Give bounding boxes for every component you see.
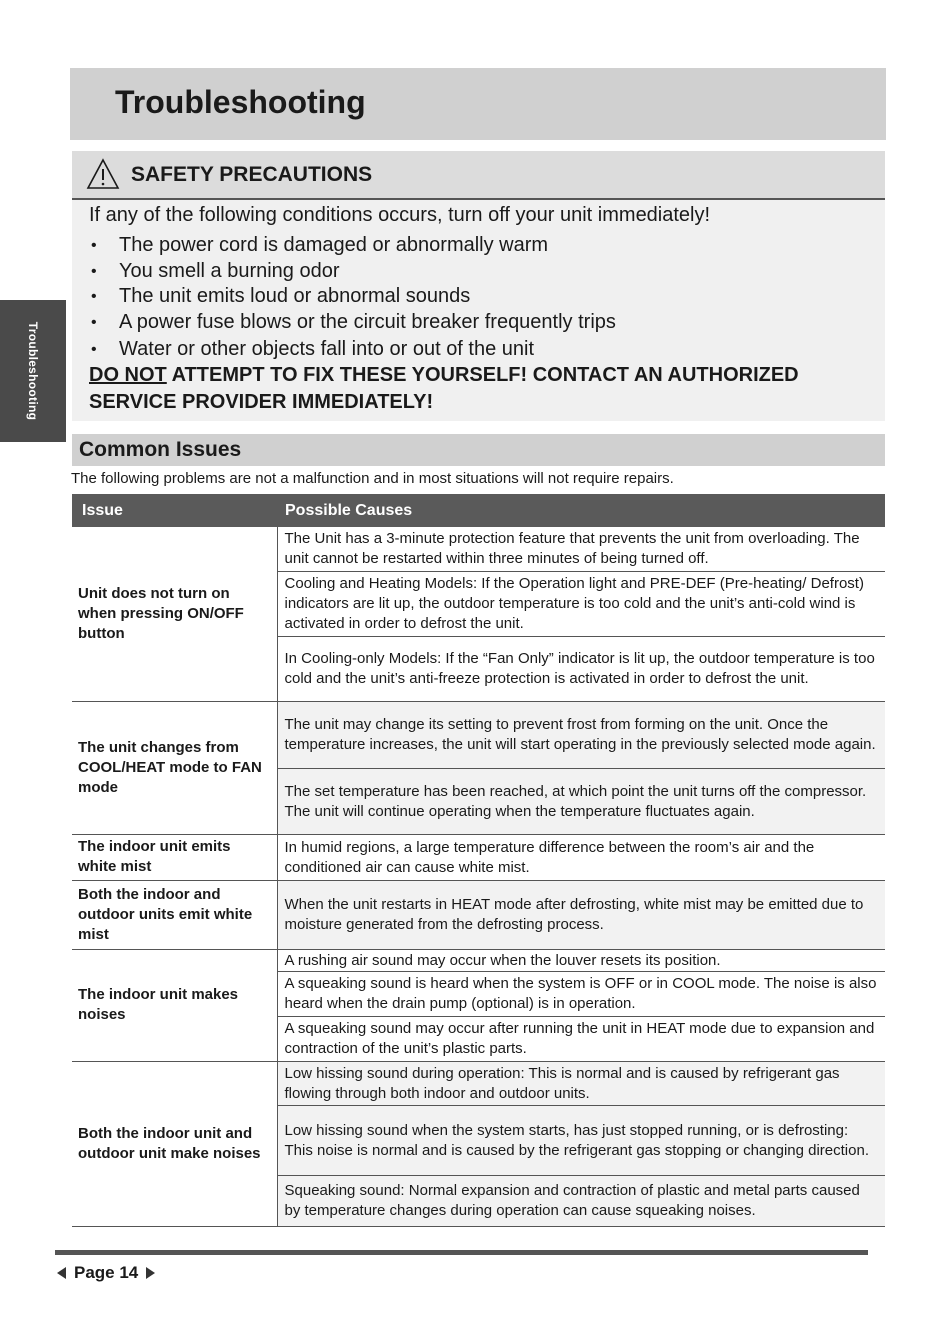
common-issues-intro: The following problems are not a malfunction and in most situations will not require repairs. (71, 470, 674, 487)
cause-cell: Low hissing sound during operation: This is normal and is caused by refrigerant gas flowing through both indoor and outdoor units. (277, 1061, 885, 1105)
cause-cell: In Cooling-only Models: If the “Fan Only” indicator is lit up, the outdoor temperature is too cold and the unit’s anti-freeze protection is activated in order to defrost the unit. (277, 636, 885, 701)
issues-table (72, 494, 885, 1227)
safety-warning (89, 362, 879, 416)
cause-cell: Squeaking sound: Normal expansion and contraction of plastic and metal parts caused by temperature changes during operation can cause squeaking noises. (277, 1175, 885, 1226)
safety-header (72, 151, 885, 200)
side-tab-label: Troubleshooting (26, 321, 40, 421)
list-item: • The power cord is damaged or abnormally warm (89, 233, 616, 259)
safety-heading: SAFETY PRECAUTIONS (131, 163, 373, 186)
cause-cell: When the unit restarts in HEAT mode after defrosting, white mist may be emitted due to moisture generated from the defrosting process. (277, 880, 885, 949)
page-title: Troubleshooting (115, 84, 366, 120)
safety-intro: If any of the following conditions occurs, turn off your unit immediately! (89, 204, 711, 226)
cause-cell: The unit may change its setting to prevent frost from forming on the unit. Once the temperature increases, the unit will start operating in the previously selected mode again. (277, 701, 885, 768)
cause-cell: In humid regions, a large temperature difference between the room’s air and the conditioned air can cause white mist. (277, 834, 885, 880)
cause-cell: The Unit has a 3-minute protection feature that prevents the unit from overloading. The unit cannot be restarted within three minutes of being turned off. (277, 527, 885, 571)
page-navigation (57, 1263, 155, 1283)
issue-cell: Unit does not turn on when pressing ON/OFF button (72, 527, 277, 701)
previous-page-icon[interactable] (57, 1267, 66, 1279)
cause-cell: Low hissing sound when the system starts, has just stopped running, or is defrosting: This noise is normal and is caused by the refrigerant gas stopping or changing direction. (277, 1105, 885, 1175)
title-bar (70, 68, 886, 140)
cause-cell: A squeaking sound is heard when the system is OFF or in COOL mode. The noise is also heard when the drain pump (optional) is in operation. (277, 971, 885, 1016)
issue-cell: The indoor unit makes noises (72, 949, 277, 1061)
safety-list (89, 233, 616, 363)
cause-cell: Cooling and Heating Models: If the Operation light and PRE-DEF (Pre-heating/ Defrost) indicators are lit up, the outdoor temperature is too cold and the unit’s anti-cold wind is activated in order to defrost the unit. (277, 571, 885, 636)
cause-cell: The set temperature has been reached, at which point the unit turns off the compressor. The unit will continue operating when the temperature fluctuates again. (277, 768, 885, 834)
common-issues-heading: Common Issues (79, 438, 242, 461)
next-page-icon[interactable] (146, 1267, 155, 1279)
list-item: • A power fuse blows or the circuit breaker frequently trips (89, 310, 616, 336)
column-header-causes: Possible Causes (277, 494, 885, 527)
table-row (72, 1061, 885, 1105)
list-item: • You smell a burning odor (89, 259, 616, 285)
warning-text: ATTEMPT TO FIX THESE YOURSELF! CONTACT AN AUTHORIZED SERVICE PROVIDER IMMEDIATELY! (89, 364, 799, 413)
cause-cell: A squeaking sound may occur after running the unit in HEAT mode due to expansion and contraction of the unit’s plastic parts. (277, 1016, 885, 1061)
table-row (72, 949, 885, 971)
common-issues-bar (72, 434, 885, 466)
issue-cell: The indoor unit emits white mist (72, 834, 277, 880)
table-row (72, 880, 885, 949)
footer-divider (55, 1250, 868, 1255)
issue-cell: Both the indoor unit and outdoor unit make noises (72, 1061, 277, 1226)
cause-cell: A rushing air sound may occur when the louver resets its position. (277, 949, 885, 971)
side-tab (0, 300, 66, 442)
issue-cell: The unit changes from COOL/HEAT mode to FAN mode (72, 701, 277, 834)
table-row (72, 834, 885, 880)
table-row (72, 527, 885, 571)
safety-precautions-box (72, 151, 885, 421)
warning-icon (86, 158, 120, 190)
table-header-row (72, 494, 885, 527)
do-not-text: DO NOT (89, 364, 167, 386)
column-header-issue: Issue (72, 494, 277, 527)
page-number: Page 14 (74, 1263, 139, 1282)
list-item: • The unit emits loud or abnormal sounds (89, 284, 616, 310)
table-row (72, 701, 885, 768)
issue-cell: Both the indoor and outdoor units emit white mist (72, 880, 277, 949)
list-item: • Water or other objects fall into or out of the unit (89, 337, 616, 363)
